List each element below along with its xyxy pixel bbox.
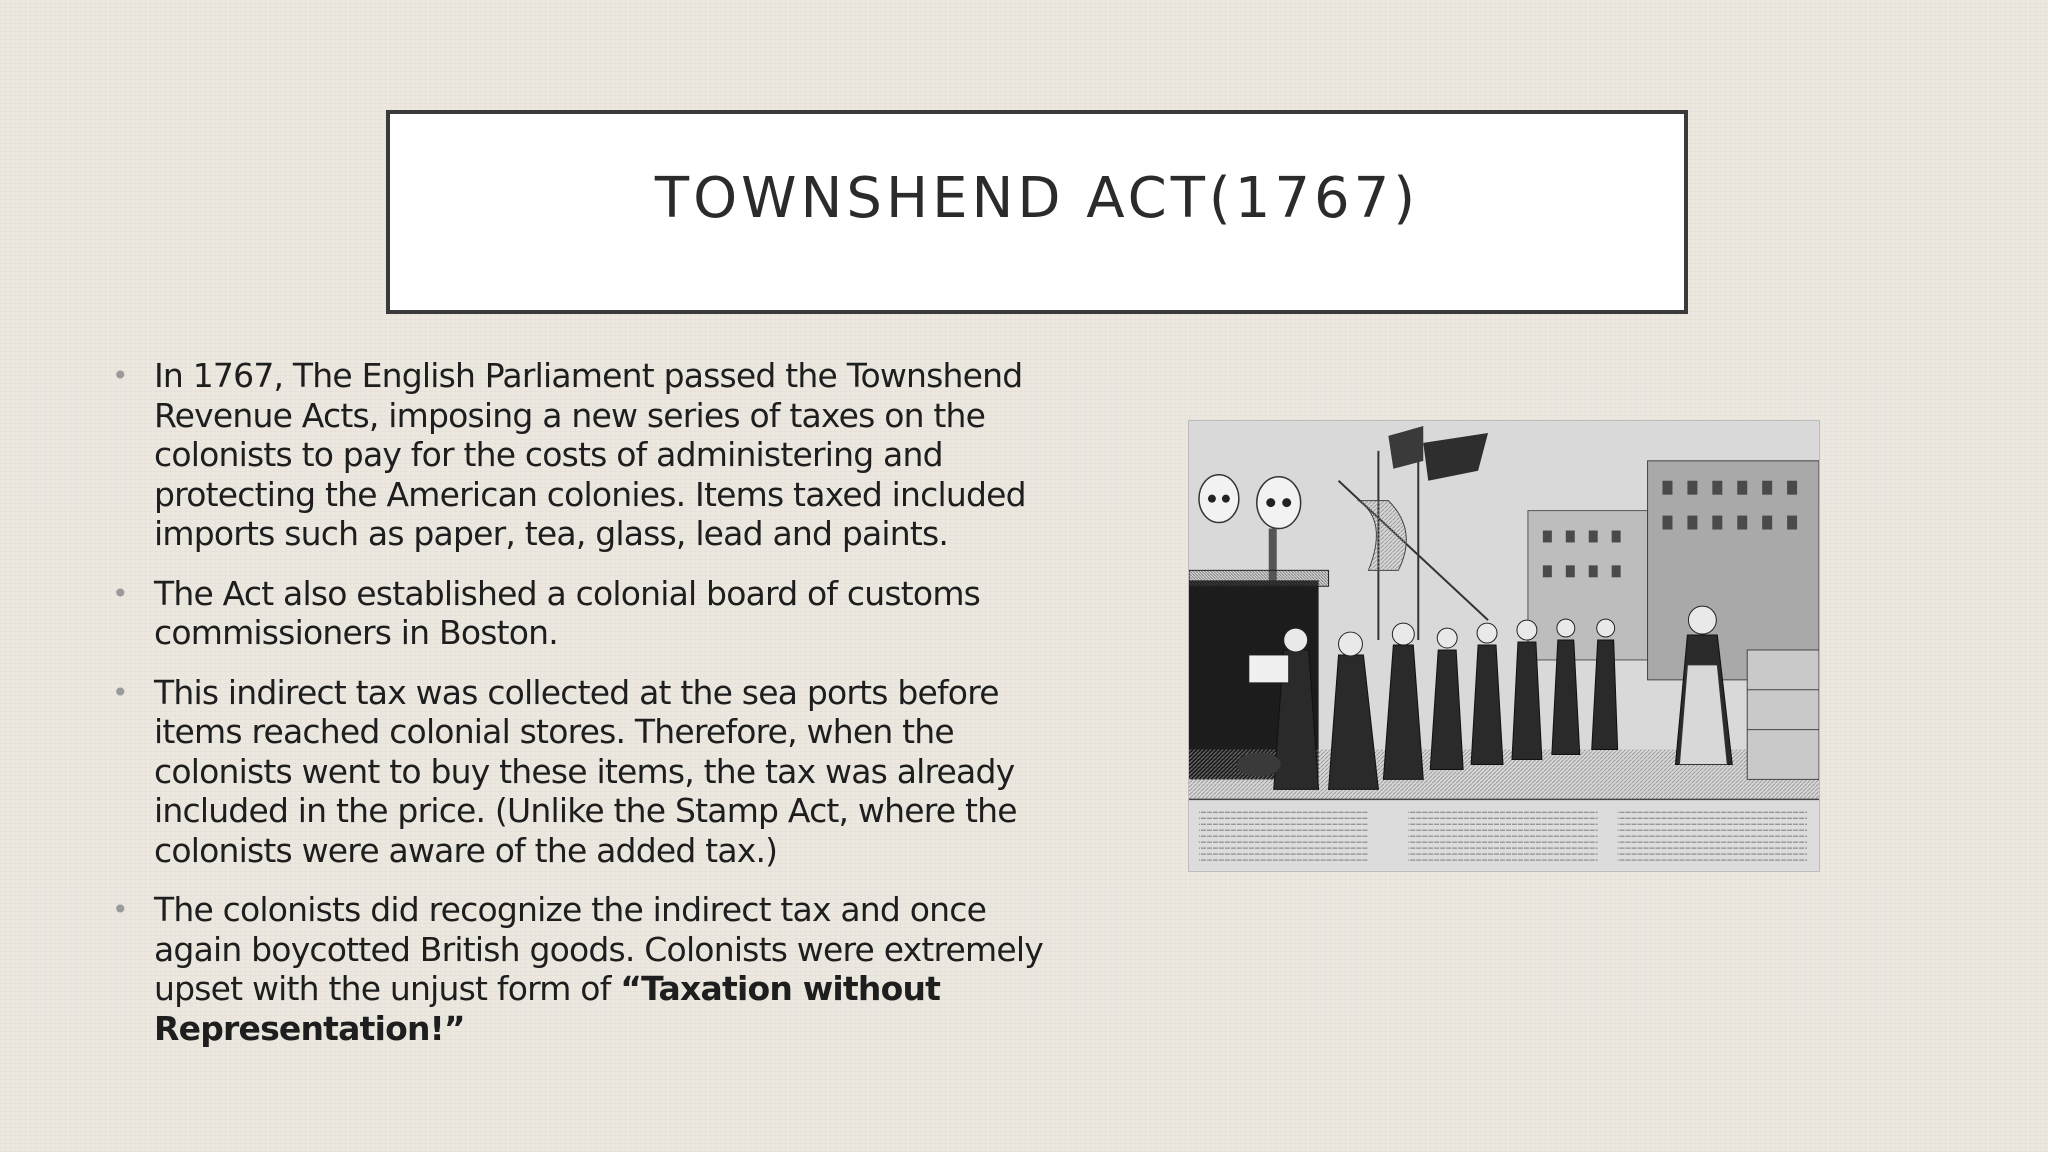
bullet-marker: • [112,675,128,709]
bullet-text: The Act also established a colonial board of customs commissioners in Boston. [154,573,981,652]
bullet-bold-text: “Taxation without Representation!” [154,969,941,1048]
bullet-marker: • [112,893,128,926]
bullet-text: The colonists did recognize the indirect tax and once again boycotted British goods. Colonists were extremely upset with the unjust form of [154,890,1044,1008]
bullet-item [108,890,1058,1048]
bullet-marker: • [112,576,128,610]
bullet-item [108,356,1058,554]
bullet-item [108,673,1058,871]
title-box [386,110,1688,314]
bullet-item [108,574,1058,653]
bullet-list [108,356,1058,1068]
bullet-text: This indirect tax was collected at the sea ports before items reached colonial stores. Therefore, when the colonists went to buy these items, the tax was already included in the price. (Unlike the Stamp Act, where the colonists were aware of the added tax.) [154,672,1017,870]
historical-engraving-image [1188,420,1820,872]
bullet-marker: • [112,359,128,392]
bullet-text: In 1767, The English Parliament passed the Townshend Revenue Acts, imposing a new series of taxes on the colonists to pay for the costs of administering and protecting the American colonies. Items taxed included imports such as paper, tea, glass, lead and paints. [154,356,1026,553]
engraving-illustration [1189,421,1819,871]
slide-title: TOWNSHEND ACT(1767) [654,166,1420,231]
